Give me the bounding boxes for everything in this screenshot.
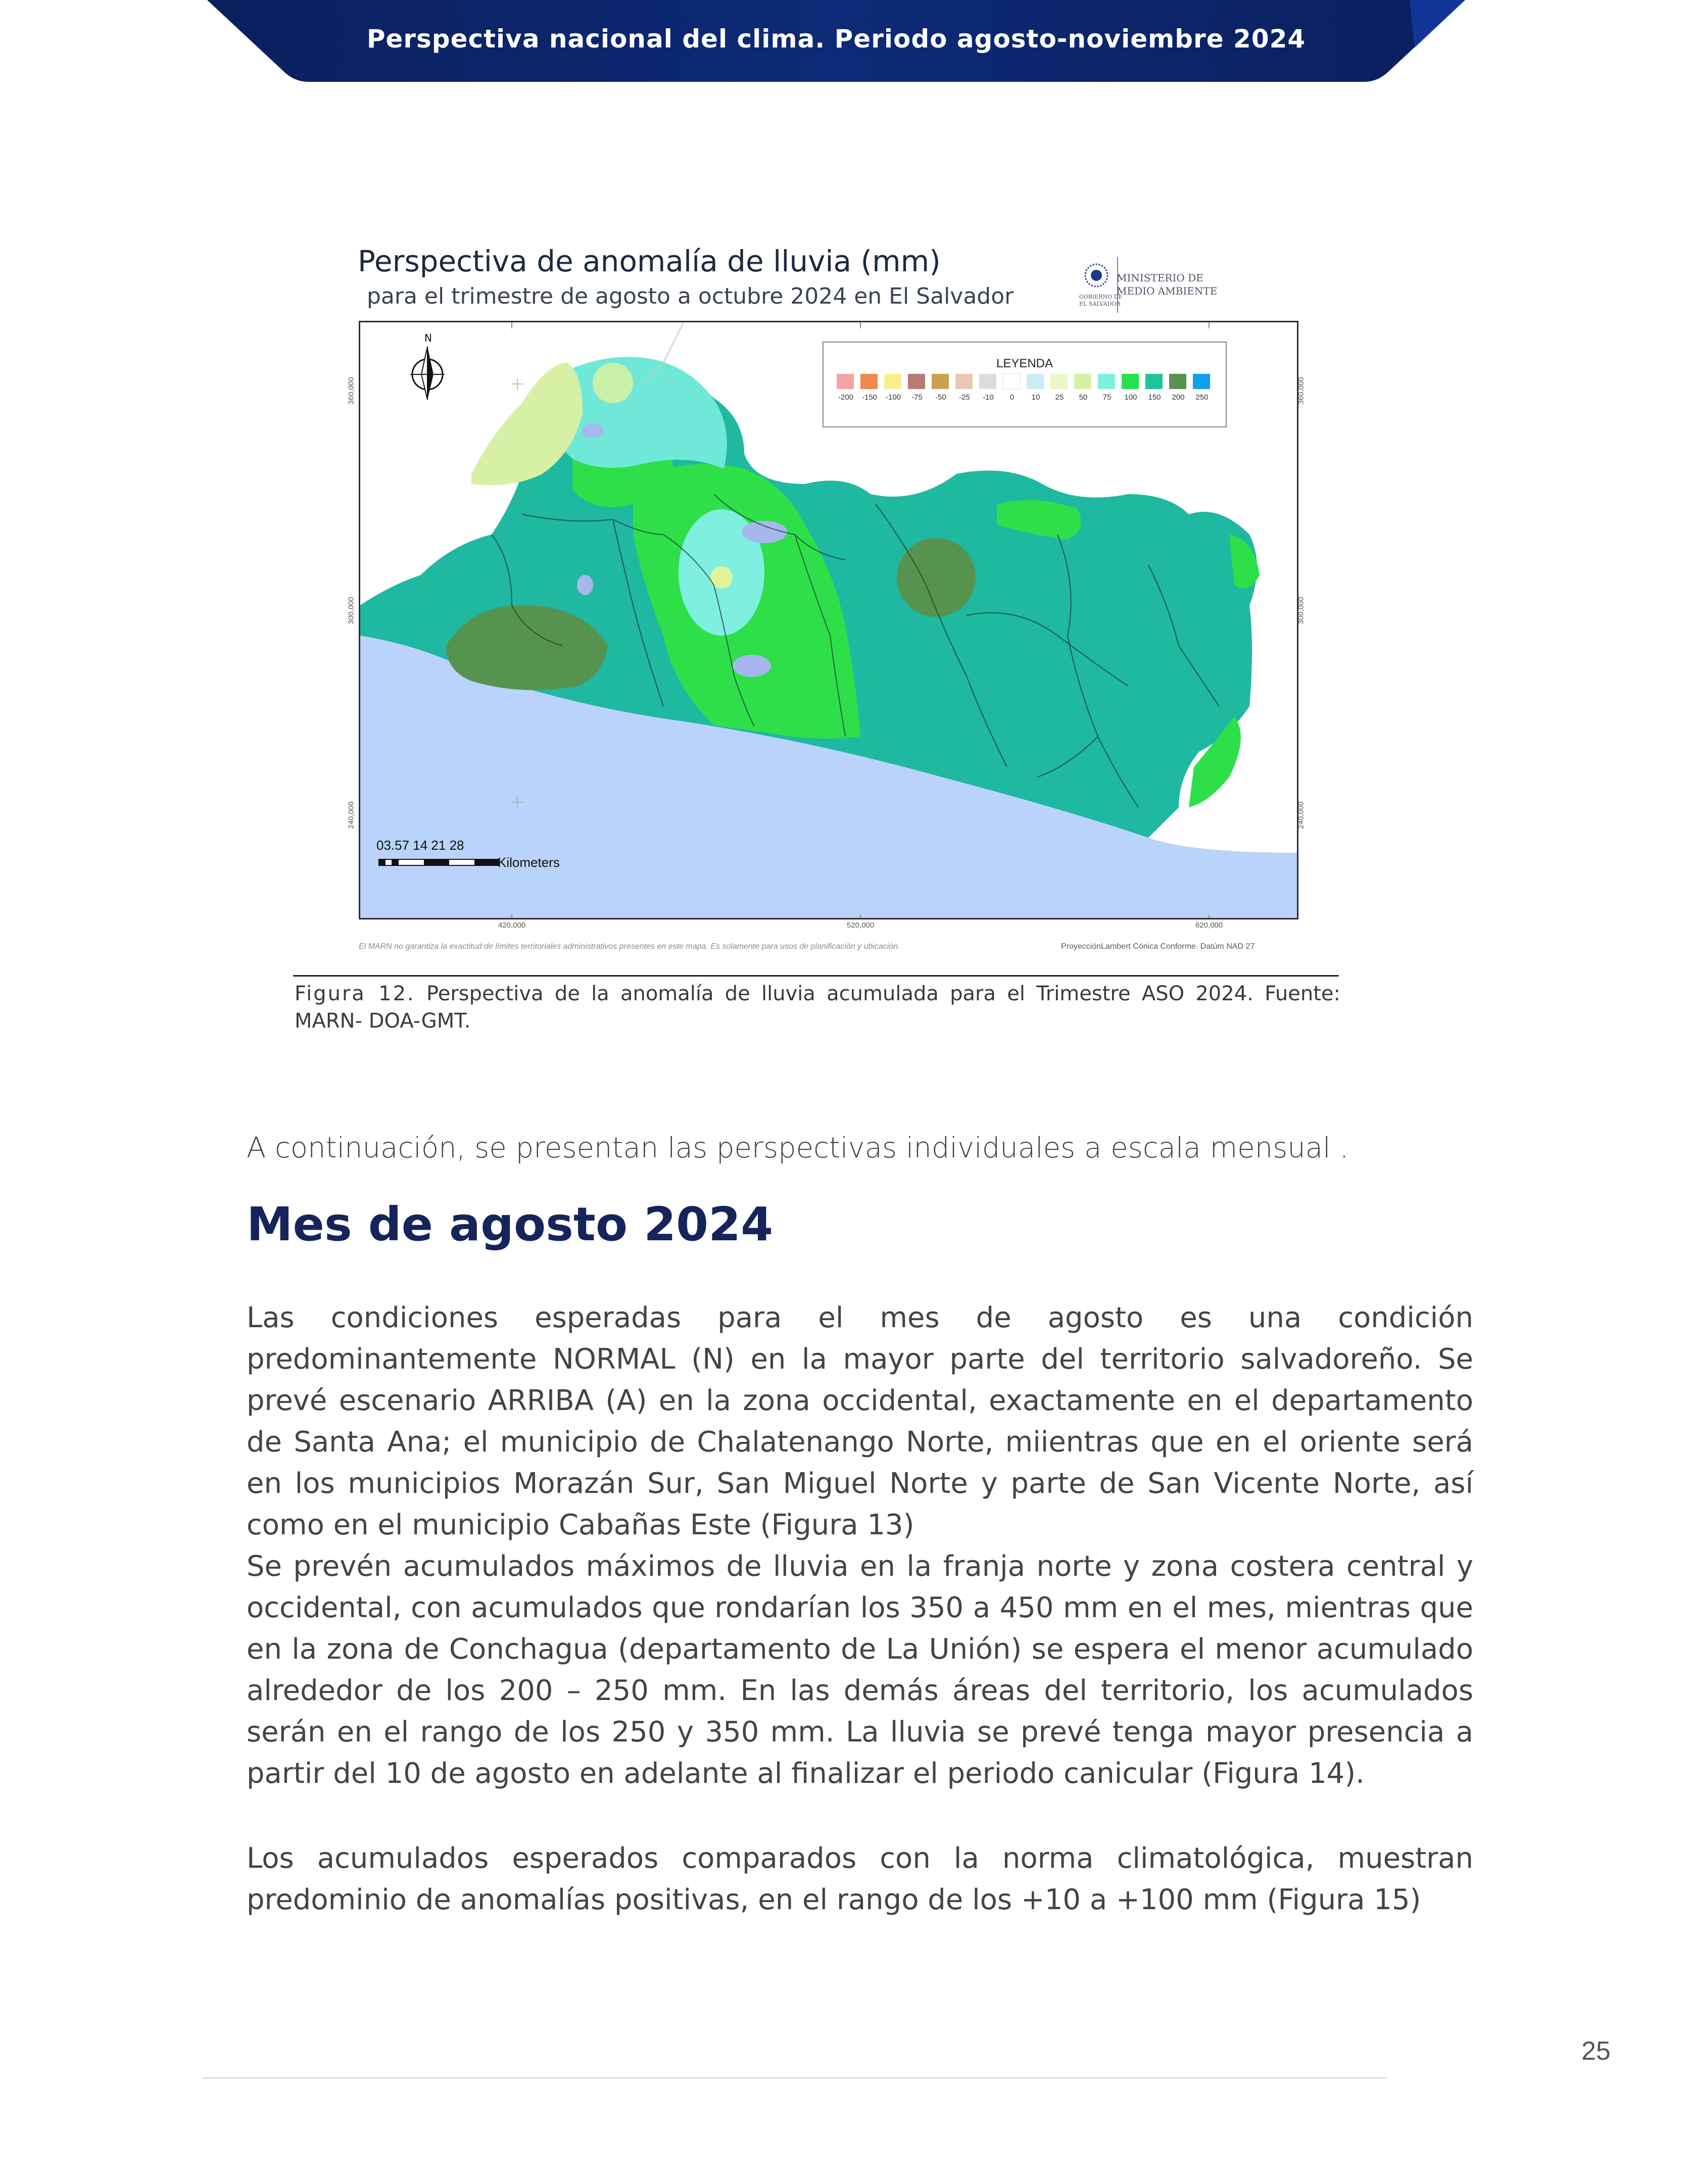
legend-label: 50 — [1079, 393, 1088, 402]
paragraph-2: Se prevén acumulados máximos de lluvia en la franja norte y zona costera central y occidental, con acumulados que rondarían los 350 a 450 mm en el mes, mientras que en la zona de Conchagua (departamento de La Unión) se espera el menor acumulado alrededor de los 200 – 250 mm. En las demás áreas del territorio, los acumulados serán en el rango de los 250 y 350 mm. La lluvia se prevé tenga mayor presencia a partir del 10 de agosto en adelante al finalizar el periodo canicular (Figura 14). — [247, 1550, 1473, 1790]
legend-item — [835, 374, 857, 424]
map-projection: ProyecciónLambert Cónica Conforme. Datúm NAD 27 — [1061, 942, 1255, 951]
map-disclaimer: El MARN no garantiza la exactitud de límites territoriales administrativos presentes en este mapa. Es solamente para usos de planificación y ubicación. — [359, 942, 900, 951]
legend-swatch — [1098, 374, 1115, 389]
intro-text: A continuación, se presentan las perspectivas individuales a escala mensual . — [247, 1132, 1349, 1164]
paragraph-1: Las condiciones esperadas para el mes de agosto es una condición predominantemente NORMAL (N) en la mayor parte del territorio salvadoreño. Se prevé escenario ARRIBA (A) en la zona occidental, exactamente en el departamento de Santa Ana; el municipio de Chalatenango Norte, miientras que en el oriente será en los municipios Morazán Sur, San Miguel Norte y parte de San Vicente Norte, así como en el municipio Cabañas Este (Figura 13) — [247, 1301, 1473, 1541]
legend-item — [930, 374, 952, 424]
north-arrow-icon — [403, 331, 454, 402]
legend-swatch — [932, 374, 949, 389]
header-title: Perspectiva nacional del clima. Periodo agosto-noviembre 2024 — [366, 24, 1306, 54]
y-tick-3-right: 240,000 — [1296, 801, 1306, 829]
legend-swatch — [1074, 374, 1091, 389]
legend-swatch — [955, 374, 973, 389]
y-tick-1-right: 360,000 — [1296, 377, 1306, 405]
legend-label: 0 — [1009, 393, 1015, 402]
legend-label: 250 — [1195, 393, 1209, 402]
legend-label: -75 — [911, 393, 923, 402]
legend-swatch — [1169, 374, 1186, 389]
seal-text-2: EL SALVADOR — [1079, 301, 1121, 307]
legend-swatch — [1193, 374, 1210, 389]
legend-label: 150 — [1148, 393, 1161, 402]
caption-divider — [293, 975, 1339, 977]
map-title: Perspectiva de anomalía de lluvia (mm) — [358, 244, 941, 278]
legend — [823, 342, 1227, 427]
scale-numbers: 03.57 14 21 28 — [376, 838, 464, 853]
legend-item — [1048, 374, 1071, 424]
legend-item — [977, 374, 999, 424]
legend-label: -150 — [861, 393, 878, 402]
legend-item — [906, 374, 928, 424]
legend-swatch — [860, 374, 878, 389]
legend-swatch — [1003, 374, 1020, 389]
legend-item — [953, 374, 976, 424]
x-tick-2: 520,000 — [847, 921, 875, 930]
legend-item — [1120, 374, 1142, 424]
legend-label: 200 — [1172, 393, 1185, 402]
seal-text-1: GOBIERNO DE — [1079, 294, 1123, 300]
ministry-line-1: MINISTERIO DE — [1117, 272, 1203, 284]
legend-item — [1143, 374, 1166, 424]
header-banner — [207, 0, 1465, 82]
paragraph-3: Los acumulados esperados comparados con la norma climatológica, muestran predominio de anomalías positivas, en el rango de los +10 a +100 mm (Figura 15) — [247, 1842, 1473, 1916]
legend-swatch — [1145, 374, 1163, 389]
legend-swatch — [1027, 374, 1044, 389]
page-number: 25 — [1581, 2036, 1611, 2066]
map-frame — [359, 321, 1298, 919]
figure-caption — [295, 980, 1340, 1035]
x-tick-1: 420,000 — [498, 921, 526, 930]
legend-swatch — [837, 374, 854, 389]
legend-label: 100 — [1124, 393, 1137, 402]
legend-swatch — [979, 374, 996, 389]
y-tick-3-left: 240,000 — [347, 801, 356, 829]
legend-label: 10 — [1031, 393, 1040, 402]
legend-swatch — [884, 374, 901, 389]
legend-title: LEYENDA — [996, 357, 1053, 370]
legend-swatch — [1050, 374, 1068, 389]
legend-label: -25 — [959, 393, 970, 402]
ministry-line-2: MEDIO AMBIENTE — [1117, 285, 1218, 297]
legend-item — [1167, 374, 1189, 424]
legend-item — [858, 374, 881, 424]
figure-map — [349, 235, 1339, 962]
legend-item — [1096, 374, 1118, 424]
north-label: N — [424, 332, 432, 344]
legend-label: -10 — [983, 393, 994, 402]
y-tick-1-left: 360,000 — [347, 377, 356, 405]
ministry-name — [1117, 271, 1217, 298]
legend-items — [835, 374, 1215, 424]
y-tick-2-right: 300,000 — [1296, 597, 1306, 624]
legend-swatch — [908, 374, 925, 389]
legend-label: 75 — [1102, 393, 1112, 402]
legend-item — [882, 374, 904, 424]
legend-item — [1025, 374, 1047, 424]
legend-label: -100 — [885, 393, 901, 402]
legend-item — [1001, 374, 1023, 424]
scale-bar — [376, 838, 589, 878]
map-subtitle: para el trimestre de agosto a octubre 2024 en El Salvador — [367, 283, 1014, 309]
scale-bar-graphic — [378, 858, 500, 868]
legend-swatch — [1122, 374, 1139, 389]
section-heading: Mes de agosto 2024 — [247, 1197, 774, 1251]
x-tick-3: 620,000 — [1195, 921, 1223, 930]
darkgreen-region-200-center — [897, 538, 976, 617]
legend-item — [1072, 374, 1094, 424]
legend-label: -200 — [838, 393, 854, 402]
caption-text: Perspectiva de la anomalía de lluvia acumulada para el Trimestre ASO 2024. Fuente: MARN- DOA-GMT. — [295, 982, 1340, 1033]
legend-item — [1191, 374, 1213, 424]
scale-units: Kilometers — [498, 855, 560, 870]
footer-divider — [202, 2077, 1387, 2078]
y-tick-2-left: 300,000 — [347, 597, 356, 624]
legend-label: -50 — [935, 393, 946, 402]
caption-label: Figura 12. — [295, 982, 415, 1005]
legend-label: 25 — [1055, 393, 1064, 402]
